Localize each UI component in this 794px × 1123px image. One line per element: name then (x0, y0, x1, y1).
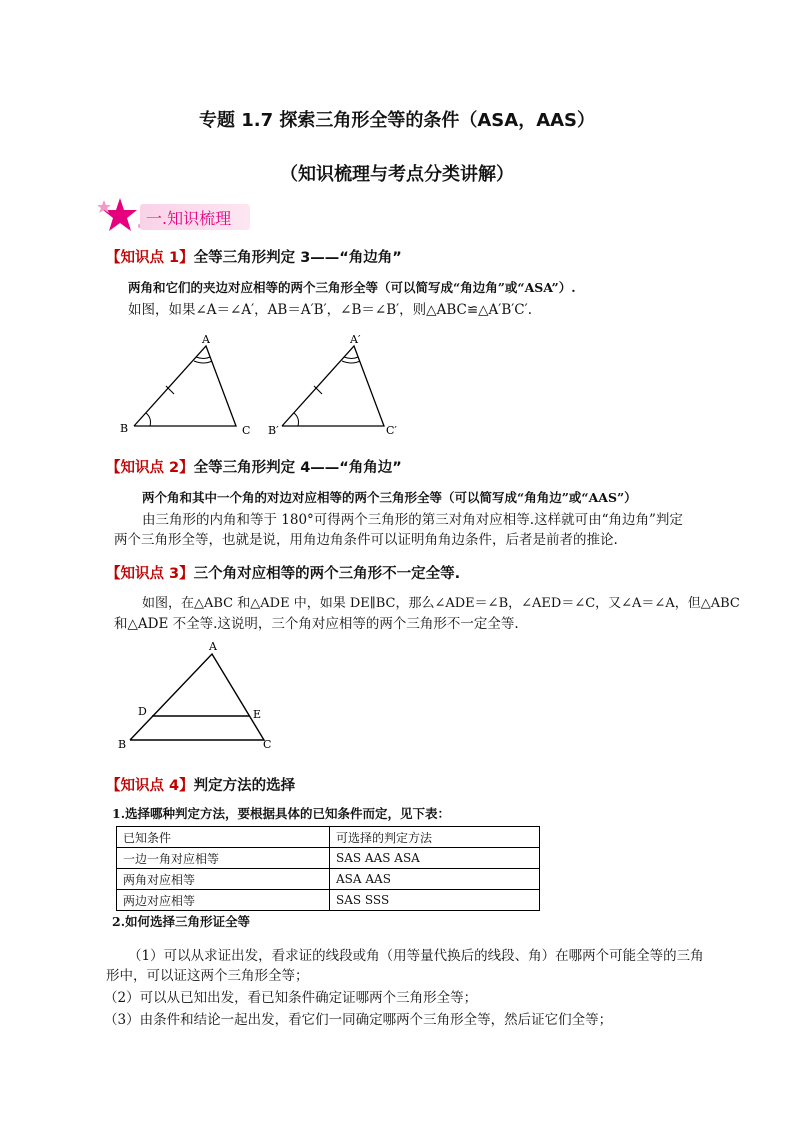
knowledge-point-3-heading: 【知识点 3】三个角对应相等的两个三角形不一定全等. (106, 566, 461, 582)
knowledge-point-4-heading: 【知识点 4】判定方法的选择 (106, 778, 296, 794)
triangle-figure-ade-abc (112, 636, 282, 756)
page-subtitle: （知识梳理与考点分类讲解） (280, 164, 514, 185)
label-c: C (242, 424, 251, 437)
kp3-explain-line2: 和△ADE 不全等.这说明，三个角对应相等的两个三角形不一定全等. (114, 616, 519, 632)
knowledge-point-2-heading: 【知识点 2】全等三角形判定 4——“角角边” (106, 460, 402, 476)
kp2-rule: 两个角和其中一个角的对边对应相等的两个三角形全等（可以简写成“角角边”或“AAS”） (142, 490, 637, 505)
table-cell: 两角对应相等 (117, 869, 330, 890)
table-row (117, 848, 540, 869)
label-a: A (202, 333, 210, 346)
triangle-abc (120, 333, 250, 437)
label-d: D (138, 705, 147, 718)
kp2-explain-line2: 两个三角形全等，也就是说，用角边角条件可以证明角角边条件，后者是前者的推论. (114, 532, 618, 548)
label-a-prime: A′ (350, 333, 361, 346)
table-cell: 两边对应相等 (117, 890, 330, 911)
table-header-cell: 已知条件 (117, 827, 330, 848)
triangle-figures-asa (112, 330, 412, 440)
label-e: E (253, 708, 262, 721)
table-row (117, 869, 540, 890)
kp1-rule: 两角和它们的夹边对应相等的两个三角形全等（可以简写成“角边角”或“ASA”）. (128, 280, 576, 295)
section-label: 一.知识梳理 (146, 209, 232, 228)
label-b-prime: B′ (268, 424, 279, 437)
kp4-paragraph1-line1: （1）可以从求证出发，看求证的线段或角（用等量代换后的线段、角）在哪两个可能全等的三角 (128, 948, 704, 964)
table-cell: 一边一角对应相等 (117, 848, 330, 869)
kp1-example: 如图，如果∠A＝∠A′，AB＝A′B′，∠B＝∠B′，则△ABC≌△A′B′C′. (128, 302, 532, 318)
kp4-paragraph2: （2）可以从已知出发，看已知条件确定证哪两个三角形全等； (104, 990, 478, 1006)
kp3-explain-line1: 如图，在△ABC 和△ADE 中，如果 DE∥BC，那么∠ADE＝∠B，∠AED＝∠C，又∠A＝∠A，但△ABC (142, 596, 740, 611)
table-row (117, 890, 540, 911)
triangle-a-prime-b-prime-c-prime (268, 333, 397, 437)
label-a: A (209, 640, 217, 653)
kp4-paragraph3: （3）由条件和结论一起出发，看它们一同确定哪两个三角形全等，然后证它们全等； (104, 1012, 613, 1028)
kp3-label: 知识点 3 (120, 566, 180, 582)
page-title: 专题 1.7 探索三角形全等的条件（ASA，AAS） (198, 110, 596, 131)
star-icon (96, 196, 146, 236)
kp2-title: 全等三角形判定 4——“角角边” (193, 460, 402, 476)
kp4-title: 判定方法的选择 (193, 778, 296, 794)
kp1-label: 知识点 1 (120, 250, 180, 266)
kp4-item1: 1.选择哪种判定方法，要根据具体的已知条件而定，见下表： (112, 806, 451, 821)
label-c-prime: C′ (386, 424, 397, 437)
label-c: C (263, 738, 272, 751)
table-cell: SAS SSS (330, 890, 540, 911)
knowledge-point-1-heading: 【知识点 1】全等三角形判定 3——“角边角” (106, 250, 402, 266)
kp4-item2: 2.如何选择三角形证全等 (112, 914, 251, 929)
kp4-paragraph1-line2: 形中，可以证这两个三角形全等； (106, 968, 309, 984)
label-b: B (120, 422, 129, 435)
kp4-label: 知识点 4 (120, 778, 180, 794)
kp3-title: 三个角对应相等的两个三角形不一定全等. (193, 566, 461, 582)
table-header-cell: 可选择的判定方法 (330, 827, 540, 848)
methods-table (116, 826, 540, 911)
table-cell: SAS AAS ASA (330, 848, 540, 869)
table-header-row (117, 827, 540, 848)
table-cell: ASA AAS (330, 869, 540, 890)
kp2-label: 知识点 2 (120, 460, 180, 476)
kp2-explain-line1: 由三角形的内角和等于 180°可得两个三角形的第三对角对应相等.这样就可由“角边角”判定 (142, 512, 683, 528)
label-b: B (118, 738, 127, 751)
kp1-title: 全等三角形判定 3——“角边角” (193, 250, 402, 266)
